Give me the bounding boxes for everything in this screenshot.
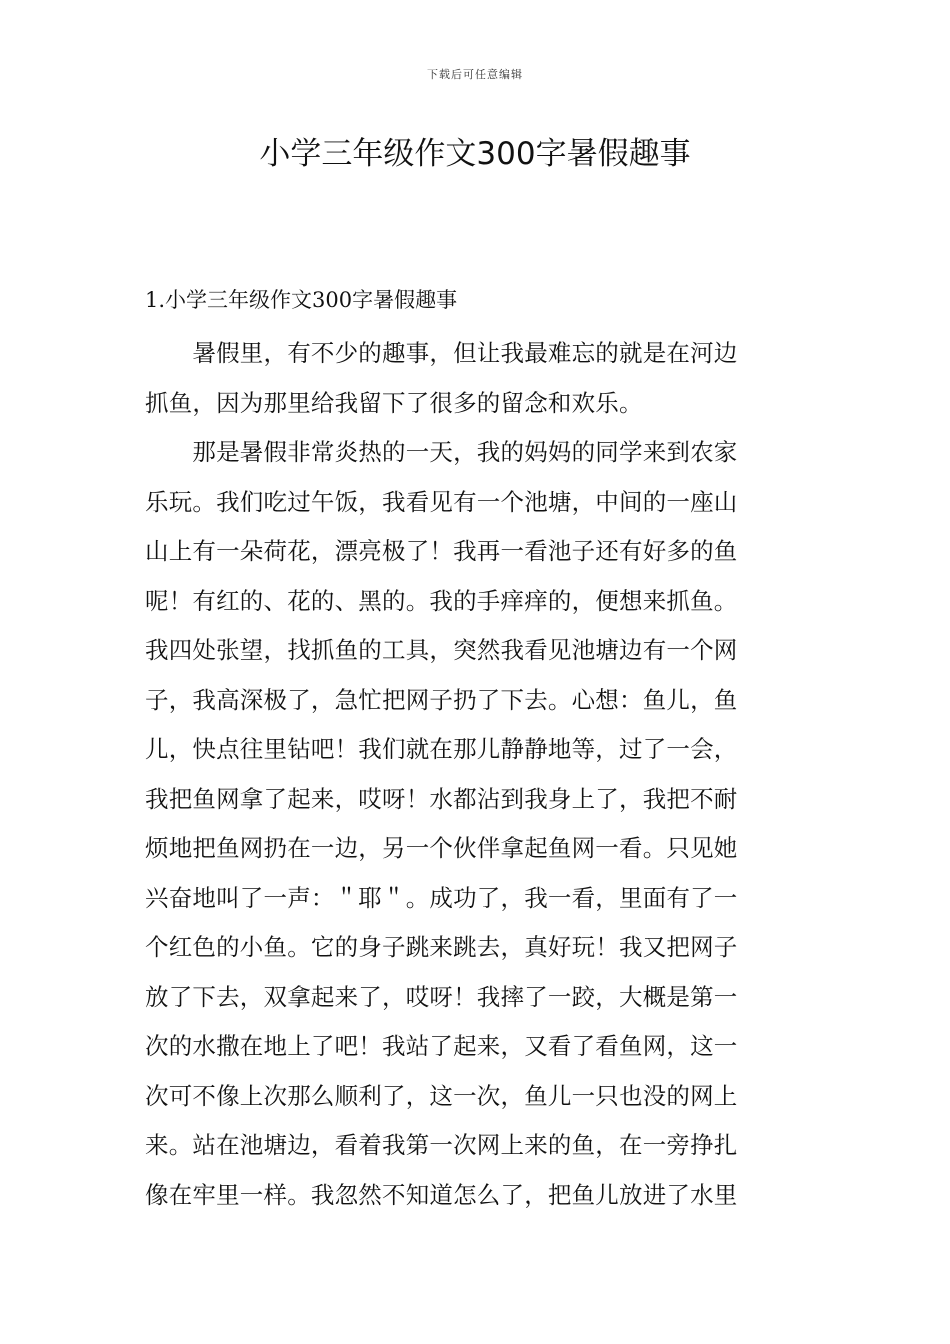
- text-line: 抓鱼，因为那里给我留下了很多的留念和欢乐。: [145, 388, 643, 417]
- text-line: 山上有一朵荷花，漂亮极了！我再一看池子还有好多的鱼: [145, 537, 738, 565]
- text-line: 我四处张望，找抓鱼的工具，突然我看见池塘边有一个网: [145, 636, 738, 664]
- text-line: 乐玩。我们吃过午饭，我看见有一个池塘，中间的一座山: [145, 487, 738, 516]
- text-line: 次的水撒在地上了吧！我站了起来，又看了看鱼网，这一: [145, 1032, 738, 1060]
- header-note: 下载后可任意编辑: [427, 68, 523, 81]
- paragraph-2: [145, 428, 809, 1220]
- essay-body: [145, 329, 809, 1220]
- text-line: 放了下去，双拿起来了，哎呀！我摔了一跤，大概是第一: [145, 982, 738, 1011]
- text-line: 像在牢里一样。我忽然不知道怎么了，把鱼儿放进了水里: [145, 1180, 738, 1209]
- section-heading: 1.小学三年级作文300字暑假趣事: [145, 288, 458, 312]
- text-line: 个红色的小鱼。它的身子跳来跳去，真好玩！我又把网子: [145, 933, 738, 961]
- text-line: 呢！有红的、花的、黑的。我的手痒痒的，便想来抓鱼。: [145, 586, 738, 615]
- text-line: 暑假里，有不少的趣事，但让我最难忘的就是在河边: [145, 339, 738, 367]
- text-line: 来。站在池塘边，看着我第一次网上来的鱼，在一旁挣扎: [145, 1131, 738, 1159]
- text-line: 兴奋地叫了一声：＂耶＂。成功了，我一看，里面有了一: [145, 883, 738, 912]
- paragraph-1: [145, 329, 809, 428]
- text-line: 我把鱼网拿了起来，哎呀！水都沾到我身上了，我把不耐: [145, 784, 738, 813]
- document-title: 小学三年级作文300字暑假趣事: [259, 136, 691, 172]
- text-line: 儿，快点往里钻吧！我们就在那儿静静地等，过了一会，: [145, 735, 738, 763]
- text-line: 烦地把鱼网扔在一边，另一个伙伴拿起鱼网一看。只见她: [145, 834, 738, 862]
- text-line: 那是暑假非常炎热的一天，我的妈妈的同学来到农家: [145, 438, 738, 466]
- text-line: 次可不像上次那么顺利了，这一次，鱼儿一只也没的网上: [145, 1081, 738, 1110]
- text-line: 子，我高深极了，急忙把网子扔了下去。心想：鱼儿，鱼: [145, 685, 738, 714]
